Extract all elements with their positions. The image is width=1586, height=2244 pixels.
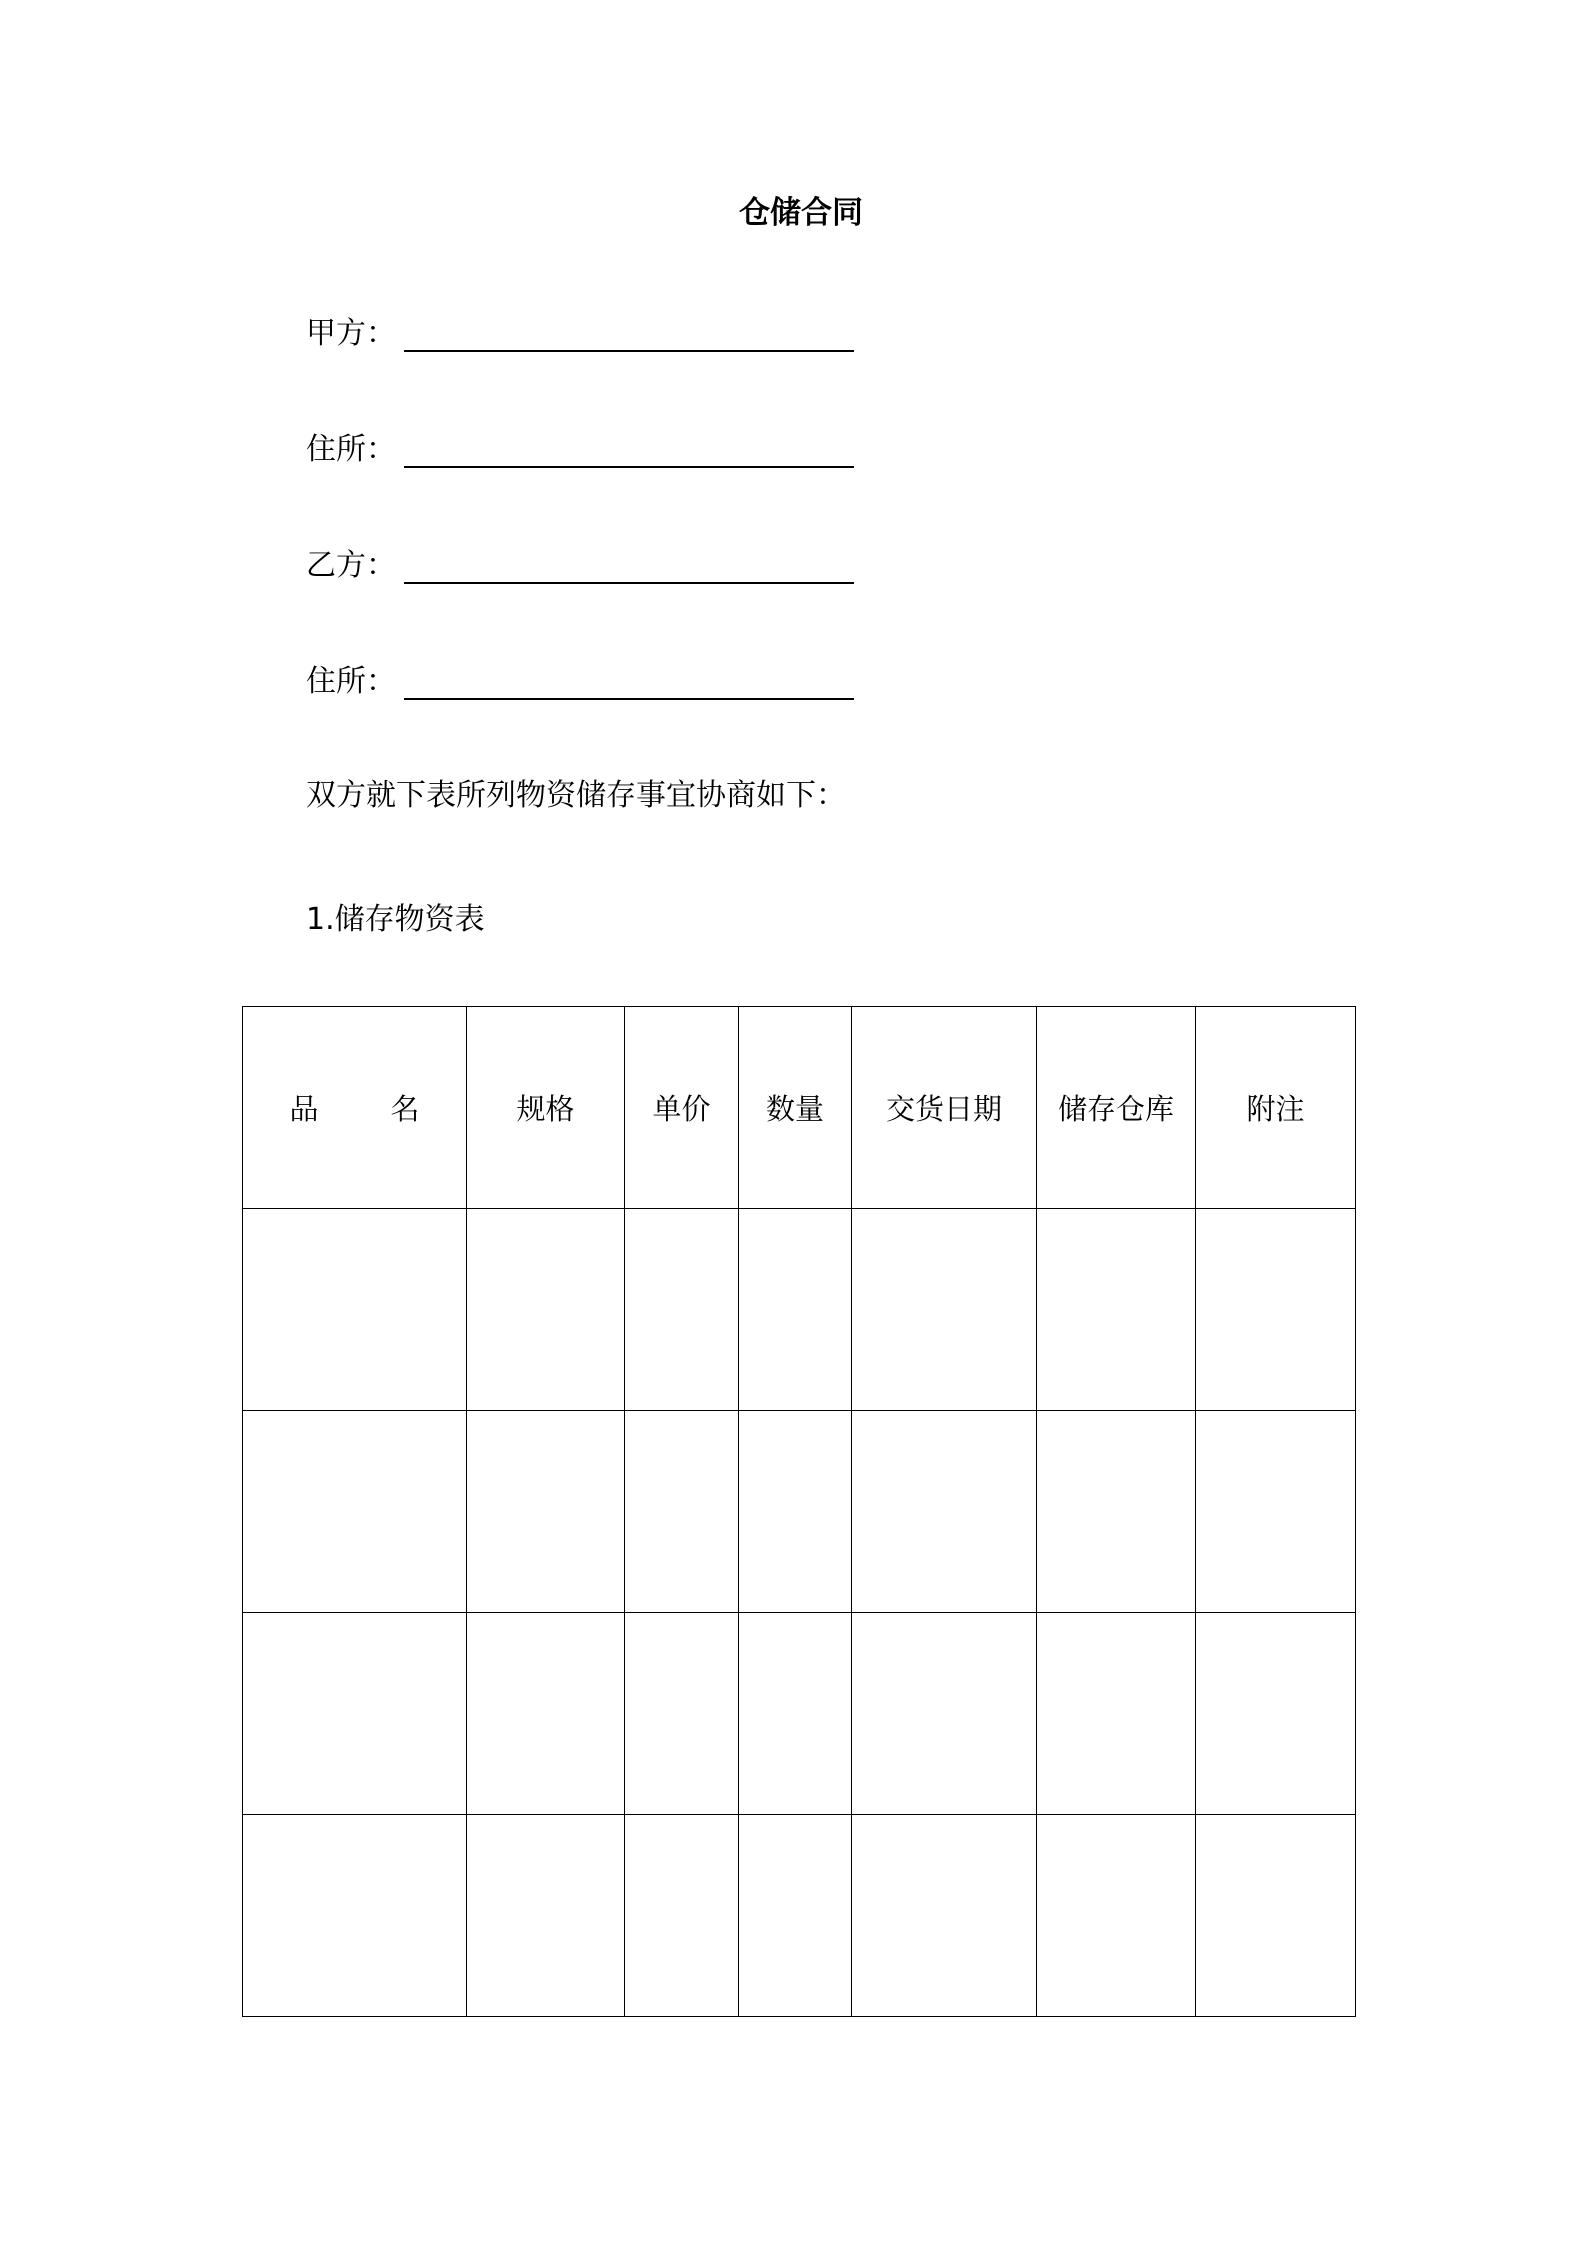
party-b-label: 乙方： xyxy=(306,548,396,583)
table-header-row xyxy=(243,1007,1356,1209)
header-quantity: 数量 xyxy=(739,1007,852,1209)
table-cell[interactable] xyxy=(1196,1411,1356,1613)
table-cell[interactable] xyxy=(1196,1815,1356,2017)
table-cell[interactable] xyxy=(1037,1209,1196,1411)
document-title: 仓储合同 xyxy=(739,195,863,231)
table-row xyxy=(243,1613,1356,1815)
table-cell[interactable] xyxy=(467,1411,625,1613)
table-cell[interactable] xyxy=(625,1815,739,2017)
section-title: 1.储存物资表 xyxy=(306,902,485,937)
table-cell[interactable] xyxy=(1037,1613,1196,1815)
party-b-address-blank-line[interactable] xyxy=(404,698,854,700)
table-cell[interactable] xyxy=(739,1411,852,1613)
table-cell[interactable] xyxy=(243,1815,467,2017)
table-cell[interactable] xyxy=(243,1411,467,1613)
table-cell[interactable] xyxy=(467,1815,625,2017)
table-cell[interactable] xyxy=(625,1411,739,1613)
intro-paragraph: 双方就下表所列物资储存事宜协商如下： xyxy=(306,778,846,813)
table-cell[interactable] xyxy=(467,1613,625,1815)
party-a-address-field xyxy=(306,428,396,472)
table-row xyxy=(243,1209,1356,1411)
header-specification: 规格 xyxy=(467,1007,625,1209)
party-b-blank-line[interactable] xyxy=(404,582,854,584)
table-cell[interactable] xyxy=(739,1209,852,1411)
party-b-field xyxy=(306,544,396,588)
table-cell[interactable] xyxy=(1037,1411,1196,1613)
table-cell[interactable] xyxy=(739,1613,852,1815)
storage-materials-table xyxy=(242,1006,1356,2017)
table-cell[interactable] xyxy=(852,1815,1037,2017)
table-cell[interactable] xyxy=(1196,1209,1356,1411)
party-a-address-blank-line[interactable] xyxy=(404,466,854,468)
table-cell[interactable] xyxy=(625,1613,739,1815)
party-a-label: 甲方： xyxy=(306,316,396,351)
table-row xyxy=(243,1815,1356,2017)
header-delivery-date: 交货日期 xyxy=(852,1007,1037,1209)
party-b-address-label: 住所： xyxy=(306,664,396,699)
table-cell[interactable] xyxy=(852,1411,1037,1613)
table-cell[interactable] xyxy=(243,1209,467,1411)
table-cell[interactable] xyxy=(625,1209,739,1411)
table-cell[interactable] xyxy=(243,1613,467,1815)
party-b-address-field xyxy=(306,660,396,704)
header-unit-price: 单价 xyxy=(625,1007,739,1209)
party-a-blank-line[interactable] xyxy=(404,350,854,352)
table-cell[interactable] xyxy=(467,1209,625,1411)
table-cell[interactable] xyxy=(739,1815,852,2017)
party-a-field xyxy=(306,312,396,356)
table-cell[interactable] xyxy=(1196,1613,1356,1815)
header-storage-warehouse: 储存仓库 xyxy=(1037,1007,1196,1209)
party-a-address-label: 住所： xyxy=(306,432,396,467)
header-remarks: 附注 xyxy=(1196,1007,1356,1209)
table-cell[interactable] xyxy=(852,1613,1037,1815)
header-product-name: 品名 xyxy=(243,1007,467,1209)
table-row xyxy=(243,1411,1356,1613)
table-cell[interactable] xyxy=(852,1209,1037,1411)
table-cell[interactable] xyxy=(1037,1815,1196,2017)
